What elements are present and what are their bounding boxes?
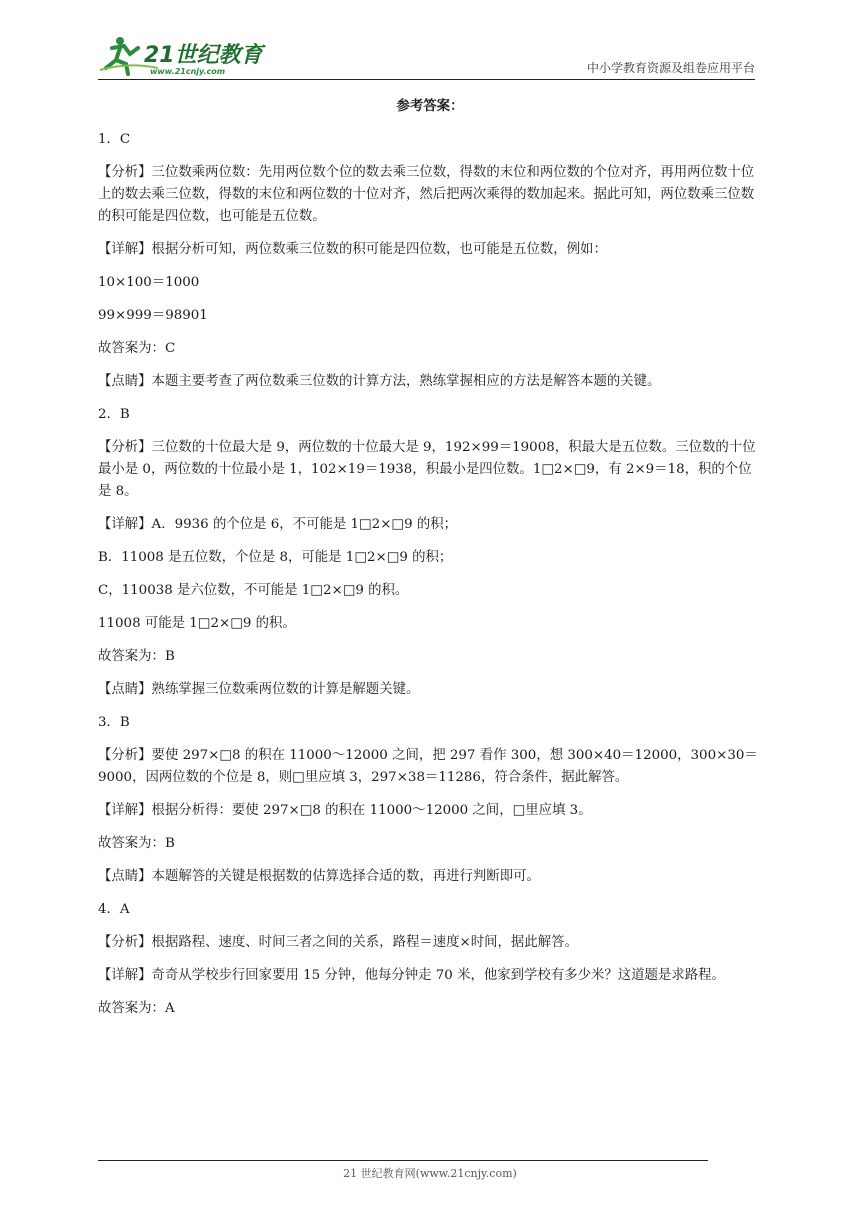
logo-brand-text: 21世纪教育 — [144, 43, 263, 68]
answer-line: C，110038 是六位数，不可能是 1□2×□9 的积。 — [98, 583, 409, 598]
answer-line: 【分析】三位数的十位最大是 9，两位数的十位最大是 9，192×99＝19008，积最大是五位数。三位数的十位最小是 0，两位数的十位最小是 1，102×19＝1938，积最小是四位数。1□2×□9，有 2×9＝18，积的个位是 8。 — [98, 440, 756, 499]
answer-line: 【分析】三位数乘两位数：先用两位数个位的数去乘三位数，得数的末位和两位数的个位对齐，再用两位数十位上的数去乘三位数，得数的末位和两位数的十位对齐，然后把两次乘得的数加起来。据此可知，两位数乘三位数的积可能是四位数，也可能是五位数。 — [98, 165, 755, 224]
answer-line: 10×100＝1000 — [98, 275, 200, 290]
answer-line: 1．C — [98, 132, 131, 147]
answer-line: 【点睛】本题解答的关键是根据数的估算选择合适的数，再进行判断即可。 — [98, 869, 540, 884]
answer-line: 3．B — [98, 715, 130, 730]
answer-line: 故答案为：B — [98, 649, 175, 664]
answer-line: 2．B — [98, 407, 130, 422]
answer-line: 【详解】根据分析可知，两位数乘三位数的积可能是四位数，也可能是五位数，例如： — [98, 242, 607, 257]
answer-line: 故答案为：A — [98, 1001, 175, 1016]
answer-lines — [98, 129, 762, 1020]
answer-line: 【详解】根据分析得：要使 297×□8 的积在 11000～12000 之间，□里应填 3。 — [98, 803, 592, 818]
logo-url-text: www.21cnjy.com — [150, 67, 226, 76]
answer-content — [98, 96, 762, 1031]
answer-line: 11008 可能是 1□2×□9 的积。 — [98, 616, 296, 631]
answer-line: 【分析】根据路程、速度、时间三者之间的关系，路程＝速度×时间，据此解答。 — [98, 935, 578, 950]
page-title: 参考答案： — [396, 99, 464, 114]
site-logo — [98, 34, 268, 78]
answer-line: 【详解】A．9936 的个位是 6，不可能是 1□2×□9 的积； — [98, 517, 458, 532]
answer-line: 故答案为：C — [98, 341, 176, 356]
answer-line: 【点睛】熟练掌握三位数乘两位数的计算是解题关键。 — [98, 682, 420, 697]
answer-line: 故答案为：B — [98, 836, 175, 851]
runner-logo-icon — [98, 34, 268, 78]
page-footer: 21 世纪教育网(www.21cnjy.com) — [343, 1167, 517, 1180]
page-header — [98, 30, 755, 80]
footer-divider — [98, 1160, 708, 1161]
platform-name: 中小学教育资源及组卷应用平台 — [586, 61, 755, 75]
answer-line: 4．A — [98, 902, 130, 917]
answer-line: 99×999＝98901 — [98, 308, 208, 323]
answer-line: 【详解】奇奇从学校步行回家要用 15 分钟，他每分钟走 70 米，他家到学校有多少米？这道题是求路程。 — [98, 968, 725, 983]
answer-line: 【分析】要使 297×□8 的积在 11000～12000 之间，把 297 看作 300，想 300×40＝12000，300×30＝9000，因两位数的个位是 8，则□里应填 3，297×38＝11286，符合条件，据此解答。 — [98, 748, 758, 785]
answer-line: 【点睛】本题主要考查了两位数乘三位数的计算方法，熟练掌握相应的方法是解答本题的关键。 — [98, 374, 661, 389]
header-divider — [98, 79, 755, 80]
answer-line: B．11008 是五位数，个位是 8，可能是 1□2×□9 的积； — [98, 550, 453, 565]
